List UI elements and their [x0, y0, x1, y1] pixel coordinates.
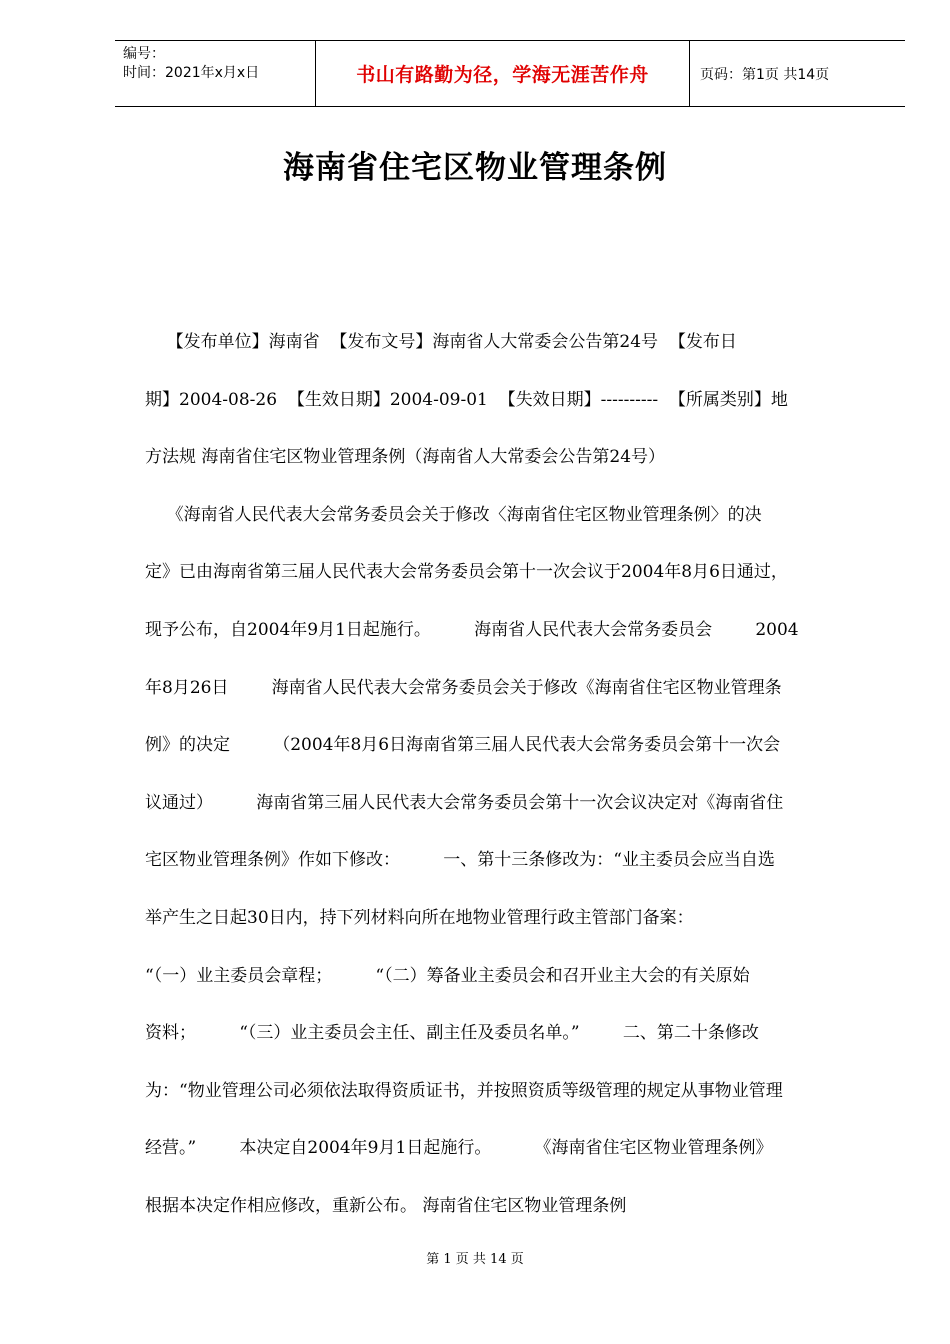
body-line: 期】2004-08-26 【生效日期】2004-09-01 【失效日期】---------- 【所属类别】地: [145, 389, 788, 410]
header-page-cell: [690, 41, 905, 106]
document-body: [145, 314, 875, 1236]
page-info: 页码：第1页 共14页: [700, 66, 830, 83]
body-line: 议通过） 海南省第三届人民代表大会常务委员会第十一次会议决定对《海南省住: [145, 792, 784, 813]
header-meta-cell: [115, 41, 316, 106]
body-line: 资料； “（三）业主委员会主任、副主任及委员名单。” 二、第二十条修改: [145, 1023, 759, 1044]
header-motto-cell: [316, 41, 690, 106]
time-label: 时间：2021年x月x日: [123, 65, 260, 81]
motto-text: 书山有路勤为径，学海无涯苦作舟: [356, 64, 649, 86]
body-line: 【发布单位】海南省 【发布文号】海南省人大常委会公告第24号 【发布日: [145, 332, 737, 352]
number-label: 编号：: [123, 46, 165, 62]
body-line: 现予公布，自2004年9月1日起施行。 海南省人民代表大会常务委员会 2004: [145, 619, 799, 640]
page-footer: 第 1 页 共 14 页: [426, 1252, 524, 1267]
body-line: 根据本决定作相应修改，重新公布。 海南省住宅区物业管理条例: [145, 1195, 627, 1216]
body-line: 定》已由海南省第三届人民代表大会常务委员会第十一次会议于2004年8月6日通过，: [145, 562, 788, 583]
body-line: 《海南省人民代表大会常务委员会关于修改〈海南省住宅区物业管理条例〉的决: [145, 504, 762, 525]
document-title: 海南省住宅区物业管理条例: [283, 150, 667, 186]
body-line: 宅区物业管理条例》作如下修改： 一、第十三条修改为：“业主委员会应当自选: [145, 850, 775, 871]
document-header: [115, 40, 905, 107]
body-line: 例》的决定 （2004年8月6日海南省第三届人民代表大会常务委员会第十一次会: [145, 735, 781, 756]
body-line: 方法规 海南省住宅区物业管理条例（海南省人大常委会公告第24号）: [145, 447, 666, 468]
body-line: “（一）业主委员会章程； “（二）筹备业主委员会和召开业主大会的有关原始: [145, 965, 750, 986]
body-line: 举产生之日起30日内，持下列材料向所在地物业管理行政主管部门备案：: [145, 907, 694, 928]
body-line: 经营。” 本决定自2004年9月1日起施行。 《海南省住宅区物业管理条例》: [145, 1138, 773, 1159]
body-line: 年8月26日 海南省人民代表大会常务委员会关于修改《海南省住宅区物业管理条: [145, 677, 782, 698]
body-line: 为：“物业管理公司必须依法取得资质证书，并按照资质等级管理的规定从事物业管理: [145, 1080, 783, 1101]
